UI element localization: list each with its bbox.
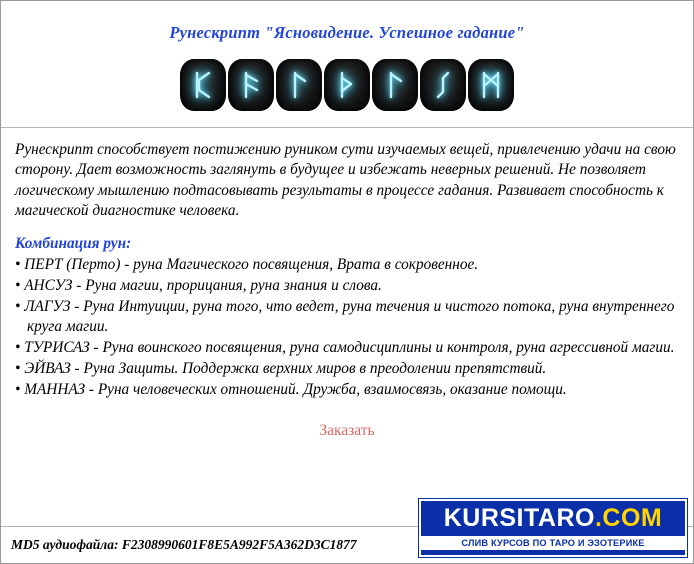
- eihwaz-rune: [420, 59, 466, 111]
- mannaz-rune-icon: [478, 70, 504, 100]
- tiwaz-rune: [324, 59, 370, 111]
- watermark-title: [421, 506, 685, 533]
- md5-label: MD5 аудиофайла: F2308990601F8E5A992F5A362D3C1877: [11, 537, 357, 552]
- order-link[interactable]: Заказать: [319, 421, 375, 439]
- rune-script-row: [1, 59, 693, 111]
- perth-rune-icon: [190, 70, 216, 100]
- laguz-rune-2-icon: [382, 70, 408, 100]
- perth-rune: [180, 59, 226, 111]
- combination-list: [15, 255, 679, 399]
- list-item: • АНСУЗ - Руна магии, прорицания, руна знания и слова.: [15, 276, 679, 296]
- combination-heading: Комбинация рун:: [15, 235, 132, 253]
- eihwaz-rune-icon: [430, 70, 456, 100]
- tiwaz-rune-icon: [334, 70, 360, 100]
- watermark-title-prefix: KURSITARO: [443, 504, 595, 532]
- watermark: [419, 499, 687, 557]
- list-item: • ТУРИСАЗ - Руна воинского посвящения, руна самодисциплины и контроля, руна агрессивной магии.: [15, 338, 679, 358]
- laguz-rune-icon: [286, 70, 312, 100]
- watermark-title-suffix: .COM: [594, 504, 663, 532]
- list-item: • ЛАГУЗ - Руна Интуиции, руна того, что ведет, руна течения и чистого потока, руна внутреннего круга магии.: [15, 297, 679, 337]
- watermark-subtitle: СЛИВ КУРСОВ ПО ТАРО И ЭЗОТЕРИКЕ: [421, 536, 685, 550]
- ansuz-rune: [228, 59, 274, 111]
- ansuz-rune-icon: [238, 70, 264, 100]
- laguz-rune: [276, 59, 322, 111]
- list-item: • МАННАЗ - Руна человеческих отношений. Дружба, взаимосвязь, оказание помощи.: [15, 380, 679, 400]
- list-item: • ПЕРТ (Перто) - руна Магического посвящения, Врата в сокровенное.: [15, 255, 679, 275]
- list-item: • ЭЙВАЗ - Руна Защиты. Поддержка верхних миров в преодолении препятствий.: [15, 359, 679, 379]
- mannaz-rune: [468, 59, 514, 111]
- top-divider: [1, 127, 693, 128]
- description-text: Рунескрипт способствует постижению руником сути изучаемых вещей, привлечению удачи на свою сторону. Дает возможность заглянуть в будущее и избежать неверных решений. Не позволяет логическому мышлению подтасовывать результаты в процессе гадания. Развивает способность к магической диагностике человека.: [15, 141, 676, 220]
- page-title: Рунескрипт "Ясновидение. Успешное гадание": [169, 23, 525, 42]
- laguz-rune-2: [372, 59, 418, 111]
